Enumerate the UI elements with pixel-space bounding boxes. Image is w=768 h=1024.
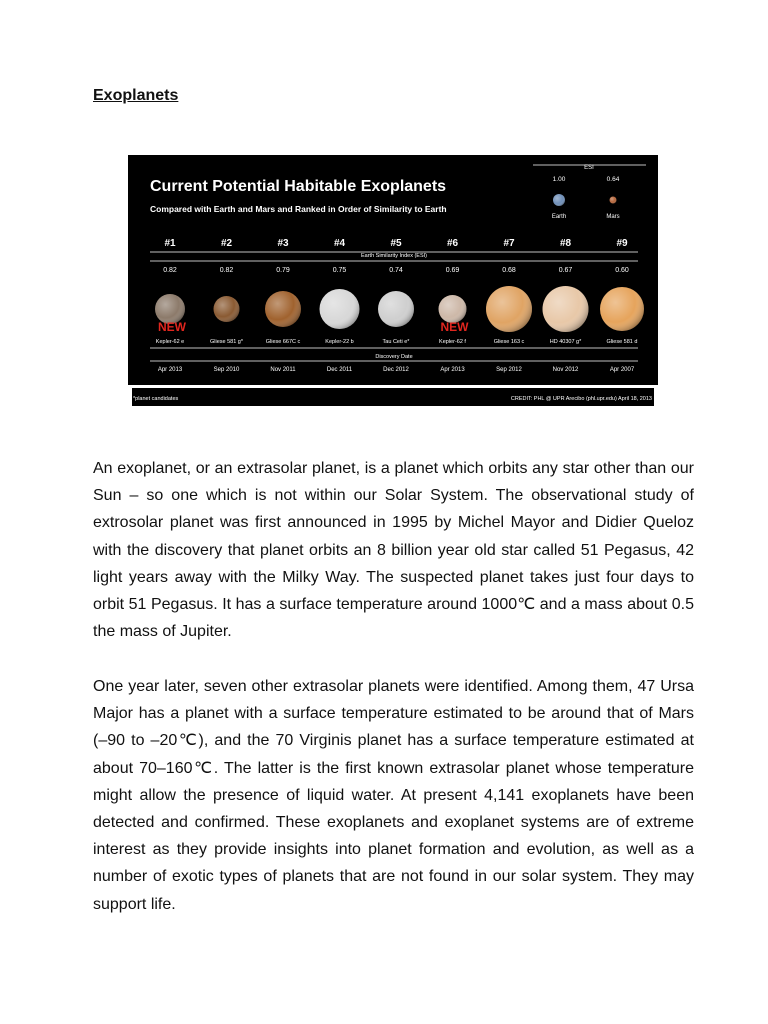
planet-rank: #8 — [559, 238, 572, 249]
planet-discovery-date: Sep 2010 — [213, 367, 240, 373]
planet-sphere-shade — [214, 296, 240, 322]
planet-rank: #9 — [616, 238, 628, 249]
planet-name: Gliese 581 g* — [209, 339, 244, 345]
planet-discovery-date: Sep 2012 — [496, 367, 522, 373]
figure-graphic — [128, 155, 658, 410]
planet-sphere-shade — [320, 289, 360, 329]
planet-sphere-shade — [486, 286, 532, 332]
planet-discovery-date: Apr 2007 — [609, 367, 635, 373]
planet-sphere-shade — [600, 287, 644, 331]
planet-discovery-date: Nov 2011 — [270, 367, 296, 373]
planet-esi-value: 0.75 — [332, 267, 347, 274]
planet-name: Gliese 581 d — [606, 339, 638, 345]
new-badge: NEW — [440, 320, 469, 334]
planet-rank: #5 — [390, 238, 402, 249]
new-badge: NEW — [158, 320, 186, 334]
reference-esi-value: 0.64 — [606, 176, 620, 183]
planet-esi-value: 0.67 — [558, 267, 573, 274]
planet-discovery-date: Dec 2012 — [383, 367, 409, 373]
reference-name: Earth — [551, 214, 567, 220]
planet-discovery-date: Apr 2013 — [440, 367, 465, 373]
esi-header: ESI — [584, 165, 594, 171]
planet-rank: #1 — [164, 238, 176, 249]
planet-esi-value: 0.68 — [502, 267, 516, 274]
planet-esi-value: 0.74 — [389, 267, 403, 274]
planet-rank: #7 — [503, 238, 515, 249]
planet-name: Gliese 667C c — [265, 339, 301, 345]
figure-footnote: *planet candidates — [133, 396, 179, 402]
habitable-exoplanets-figure — [128, 155, 658, 410]
planet-discovery-date: Apr 2013 — [157, 367, 183, 373]
planet-sphere-shade — [378, 291, 414, 327]
figure-credit: CREDIT: PHL @ UPR Arecibo (phl.upr.edu) April 18, 2013 — [510, 396, 652, 402]
esi-row-label: Earth Similarity Index (ESI) — [360, 253, 428, 259]
planet-discovery-date: Nov 2012 — [552, 367, 579, 373]
planet-rank: #3 — [277, 238, 289, 249]
reference-planet-shade — [610, 197, 617, 204]
planet-rank: #6 — [446, 238, 459, 249]
paragraph-intro: An exoplanet, or an extrasolar planet, is a planet which orbits any star other than our Sun – so one which is not within our Solar System. The observational study of extrosolar planet was first announced in 1995 by Michel Mayor and Didier Queloz with the discovery that planet orbits an 8 billion year old star called 51 Pegasus, 42 light years away with the Milky Way. The suspected planet takes just four days to orbit 51 Pegasus. It has a surface temperature around 1000℃ and a mass about 0.5 the mass of Jupiter. — [93, 460, 694, 641]
date-row-label: Discovery Date — [375, 354, 413, 360]
figure-subtitle: Compared with Earth and Mars and Ranked in Order of Similarity to Earth — [150, 204, 447, 214]
reference-name: Mars — [606, 214, 620, 220]
page-title: Exoplanets — [93, 87, 179, 104]
planet-rank: #2 — [220, 238, 233, 249]
planet-name: Tau Ceti e* — [382, 339, 410, 345]
planet-esi-value: 0.60 — [615, 267, 629, 274]
planet-discovery-date: Dec 2011 — [326, 367, 353, 373]
planet-sphere-shade — [439, 295, 467, 323]
planet-esi-value: 0.82 — [219, 267, 234, 274]
figure-title: Current Potential Habitable Exoplanets — [150, 178, 447, 195]
paragraph-discoveries: One year later, seven other extrasolar planets were identified. Among them, 47 Ursa Major has a planet with a surface temperature estimated to be around that of Mars (–90 to –20℃), and the 70 Virginis planet has a surface temperature estimated at about 70–160℃. The latter is the first known extrasolar planet whose temperature might allow the presence of liquid water. At present 4,141 exoplanets have been detected and confirmed. These exoplanets and exoplanet systems are of extreme interest as they provide insights into planet formation and evolution, as well as a number of exotic types of planets that are not found in our solar system. They may support life. — [93, 678, 694, 913]
planet-name: Kepler-22 b — [325, 339, 354, 345]
planet-sphere-shade — [265, 291, 301, 327]
planet-name: Kepler-62 f — [439, 339, 466, 345]
planet-name: Gliese 163 c — [493, 339, 525, 345]
planet-name: HD 40307 g* — [549, 339, 582, 345]
planet-rank: #4 — [333, 238, 346, 249]
reference-planet-shade — [553, 194, 565, 206]
planet-sphere-shade — [543, 286, 589, 332]
planet-esi-value: 0.79 — [276, 267, 290, 274]
reference-esi-value: 1.00 — [552, 176, 566, 183]
planet-esi-value: 0.82 — [163, 267, 177, 274]
planet-name: Kepler-62 e — [155, 339, 185, 345]
planet-esi-value: 0.69 — [445, 267, 460, 274]
